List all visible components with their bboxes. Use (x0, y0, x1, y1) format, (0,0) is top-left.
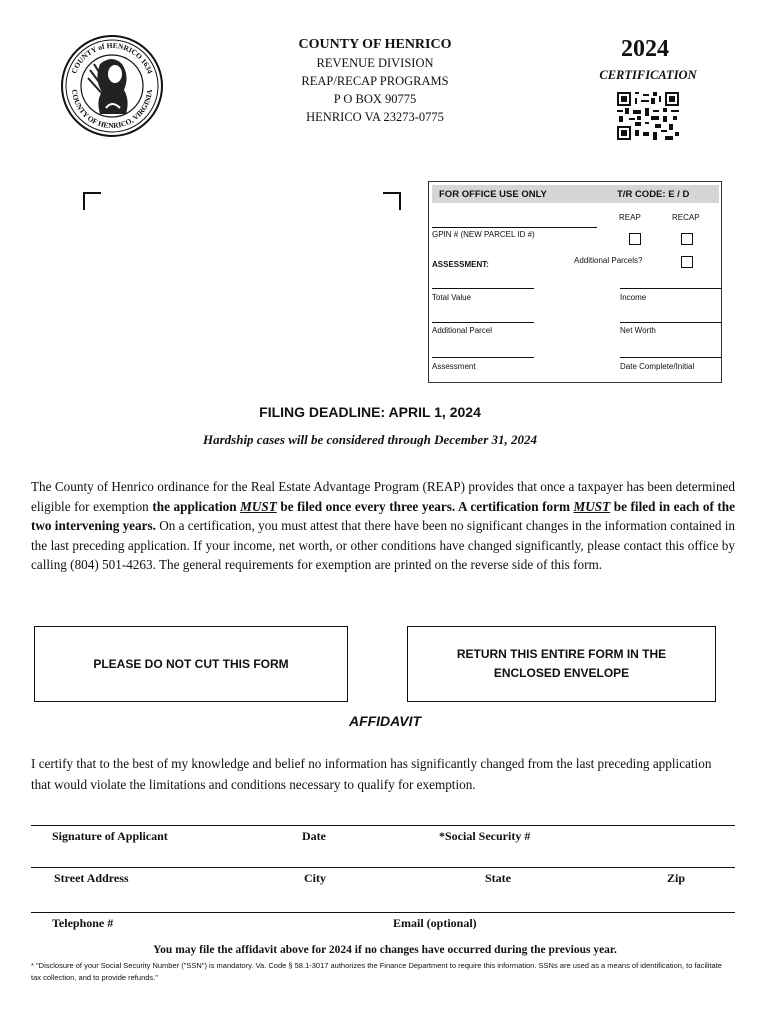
county-address-block (270, 36, 480, 126)
gpin-label: GPIN # (NEW PARCEL ID #) (432, 230, 535, 239)
affidavit-title: AFFIDAVIT (348, 713, 422, 729)
email-label: Email (optional) (393, 916, 477, 930)
date-label: Date (302, 829, 326, 843)
office-use-box (428, 181, 722, 383)
net-worth-line[interactable] (620, 322, 722, 323)
address-window-corner-right (383, 192, 401, 210)
assessment-label: ASSESSMENT: (432, 260, 489, 269)
signature-label: Signature of Applicant (52, 829, 168, 843)
additional-parcels-label: Additional Parcels? (574, 256, 643, 265)
qr-code-icon (617, 92, 679, 140)
return-form-line-2: ENCLOSED ENVELOPE (493, 666, 630, 680)
county-title: COUNTY OF HENRICO (298, 37, 452, 52)
address-row-line[interactable] (31, 867, 735, 868)
additional-parcels-checkbox[interactable] (681, 256, 693, 268)
do-not-cut-text: PLEASE DO NOT CUT THIS FORM (93, 656, 289, 671)
office-use-title: FOR OFFICE USE ONLY (439, 189, 547, 200)
total-value-label: Total Value (432, 293, 471, 302)
paragraph-intervening-years: be filed in each of the two intervening years. (31, 498, 735, 533)
svg-text:COUNTY OF HENRICO, VIRGINIA: COUNTY OF HENRICO, VIRGINIA (69, 88, 155, 131)
must-emphasis-1: MUST (240, 498, 277, 514)
date-complete-line[interactable] (620, 357, 722, 358)
additional-parcel-line[interactable] (432, 322, 534, 323)
city-zip: HENRICO VA 23273-0775 (306, 110, 444, 124)
telephone-label: Telephone # (52, 916, 114, 930)
paragraph-intro: The County of Henrico ordinance for the Real Estate Advantage Program (REAP) provides that once a taxpayer has been determined eligible for exemption (31, 479, 735, 514)
net-worth-label: Net Worth (620, 326, 656, 335)
zip-label: Zip (667, 871, 686, 885)
program-name: REAP/RECAP PROGRAMS (301, 74, 449, 88)
city-label: City (304, 871, 326, 885)
svg-text:COUNTY of HENRICO 1634: COUNTY of HENRICO 1634 (69, 40, 155, 75)
assessment-line[interactable] (432, 357, 534, 358)
address-window-corner-left (83, 192, 101, 210)
return-form-line-1: RETURN THIS ENTIRE FORM IN THE (456, 647, 667, 661)
ordinance-paragraph (31, 477, 735, 575)
income-line[interactable] (620, 288, 722, 289)
filing-deadline: FILING DEADLINE: APRIL 1, 2024 (259, 404, 481, 420)
income-label: Income (620, 293, 647, 302)
reap-label: REAP (619, 213, 641, 222)
assessment-field-label: Assessment (432, 362, 476, 371)
paragraph-every-three-years: be filed once every three years. A certification form (276, 498, 574, 514)
ssn-label: *Social Security # (439, 829, 531, 843)
form-type: CERTIFICATION (599, 68, 697, 82)
gpin-line (432, 227, 597, 228)
state-label: State (485, 871, 511, 885)
signature-row-line[interactable] (31, 825, 735, 826)
recap-checkbox[interactable] (681, 233, 693, 245)
division-name: REVENUE DIVISION (316, 56, 434, 70)
ssn-disclosure-fine-print: * "Disclosure of your Social Security Number ("SSN") is mandatory. Va. Code § 58.1-3017 authorizes the Finance Department to require this information. SSNs are used as a means of identification, to facilitate tax collection, and to provide refunds." (31, 961, 722, 982)
do-not-cut-notice (34, 626, 348, 702)
paragraph-instructions: On a certification, you must attest that there have been no significant changes in the information contained in the last preceding application. If your income, net worth, or other conditions have changed significantly, please contact this office by calling (804) 501-4263. The general requirements for exemption are printed on the reverse side of this form. (31, 518, 736, 572)
reap-checkbox[interactable] (629, 233, 641, 245)
paragraph-application: the application (152, 498, 241, 514)
total-value-line[interactable] (432, 288, 534, 289)
filing-note: You may file the affidavit above for 2024 if no changes have occurred during the previous year. (153, 944, 617, 956)
recap-label: RECAP (672, 213, 700, 222)
date-complete-label: Date Complete/Initial (620, 362, 695, 371)
street-address-label: Street Address (54, 871, 129, 885)
tr-code: T/R CODE: E / D (617, 189, 690, 200)
contact-row-line[interactable] (31, 912, 735, 913)
affidavit-statement: I certify that to the best of my knowledge and belief no information has significantly changed from the last preceding application that would violate the limitations and conditions necessary to qualify for exemption. (31, 756, 712, 792)
county-seal-logo (60, 34, 164, 138)
must-emphasis-2: MUST (573, 498, 611, 514)
po-box: P O BOX 90775 (333, 92, 417, 106)
hardship-note: Hardship cases will be considered through December 31, 2024 (202, 432, 538, 447)
additional-parcel-label: Additional Parcel (432, 326, 493, 335)
return-form-notice (407, 626, 716, 702)
form-year: 2024 (621, 36, 669, 62)
